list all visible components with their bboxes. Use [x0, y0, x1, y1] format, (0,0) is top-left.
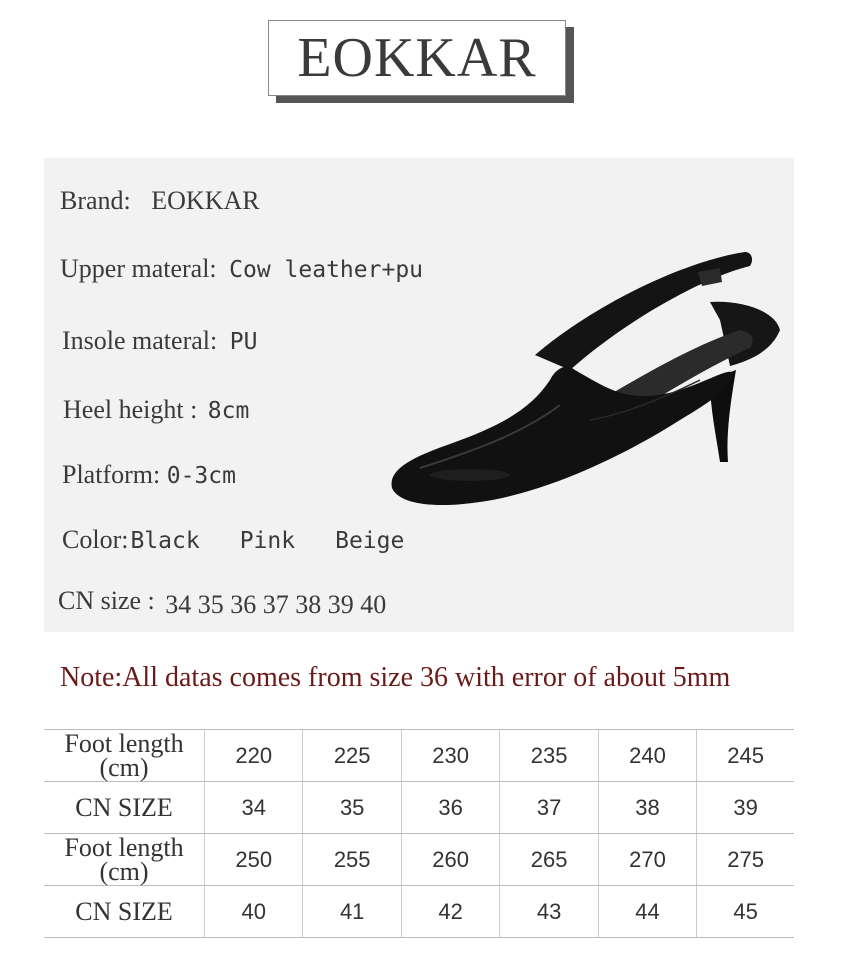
spec-heel: [63, 395, 249, 425]
spec-cn-size: [58, 586, 387, 619]
spec-upper: [60, 254, 423, 284]
table-cell: 265: [500, 834, 598, 886]
note-text: Note:All datas comes from size 36 with error of about 5mm: [60, 662, 731, 693]
color-beige: Beige: [335, 528, 405, 554]
table-cell: 260: [401, 834, 499, 886]
table-cell: 250: [205, 834, 303, 886]
table-cell: 225: [303, 730, 401, 782]
spec-insole-label: Insole materal:: [62, 326, 218, 355]
spec-platform-value: 0-3cm: [166, 463, 236, 489]
table-cell: 34: [205, 782, 303, 834]
spec-color: [62, 525, 404, 555]
table-cell: 43: [500, 886, 598, 938]
table-cell: 38: [598, 782, 696, 834]
table-row: [44, 886, 794, 938]
brand-logo-text: EOKKAR: [297, 27, 537, 89]
table-cell: 255: [303, 834, 401, 886]
table-cell: 35: [303, 782, 401, 834]
table-cell: 42: [401, 886, 499, 938]
table-cell: 275: [697, 834, 794, 886]
table-cell: 37: [500, 782, 598, 834]
spec-brand: [60, 186, 260, 216]
spec-cn-size-value: 34 35 36 37 38 39 40: [165, 590, 387, 619]
table-row: [44, 834, 794, 886]
foot-length-label-line2: (cm): [99, 856, 149, 886]
table-row: [44, 730, 794, 782]
table-cell: 220: [205, 730, 303, 782]
table-cell: 240: [598, 730, 696, 782]
color-black: Black: [130, 528, 200, 554]
table-cell: 39: [697, 782, 794, 834]
table-cell: 270: [598, 834, 696, 886]
slingback-shoe-image: [380, 230, 800, 530]
size-table: [44, 729, 794, 938]
table-cell: 235: [500, 730, 598, 782]
table-cell: 36: [401, 782, 499, 834]
foot-length-label-line1: Foot length: [64, 728, 184, 758]
spec-color-label: Color:: [62, 525, 129, 554]
foot-length-label: [44, 730, 205, 782]
spec-upper-value: Cow leather+pu: [229, 257, 424, 283]
color-pink: Pink: [239, 528, 296, 554]
spec-insole: [62, 326, 257, 356]
spec-platform-label: Platform:: [62, 460, 161, 489]
spec-brand-value: EOKKAR: [151, 186, 260, 215]
spec-heel-value: 8cm: [207, 398, 250, 424]
table-cell: 44: [598, 886, 696, 938]
spec-cn-size-label: CN size :: [58, 586, 155, 615]
spec-heel-label: Heel height :: [63, 395, 198, 424]
table-cell: 40: [205, 886, 303, 938]
table-cell: 41: [303, 886, 401, 938]
foot-length-label: [44, 834, 205, 886]
table-row: [44, 782, 794, 834]
cn-size-label: CN SIZE: [44, 886, 205, 938]
brand-logo: [268, 20, 566, 96]
table-cell: 45: [697, 886, 794, 938]
table-cell: 230: [401, 730, 499, 782]
table-cell: 245: [697, 730, 794, 782]
spec-platform: [62, 460, 236, 490]
foot-length-label-line1: Foot length: [64, 832, 184, 862]
foot-length-label-line2: (cm): [99, 752, 149, 782]
spec-brand-label: Brand:: [60, 186, 131, 215]
spec-upper-label: Upper materal:: [60, 254, 217, 283]
cn-size-label: CN SIZE: [44, 782, 205, 834]
spec-insole-value: PU: [229, 329, 258, 355]
